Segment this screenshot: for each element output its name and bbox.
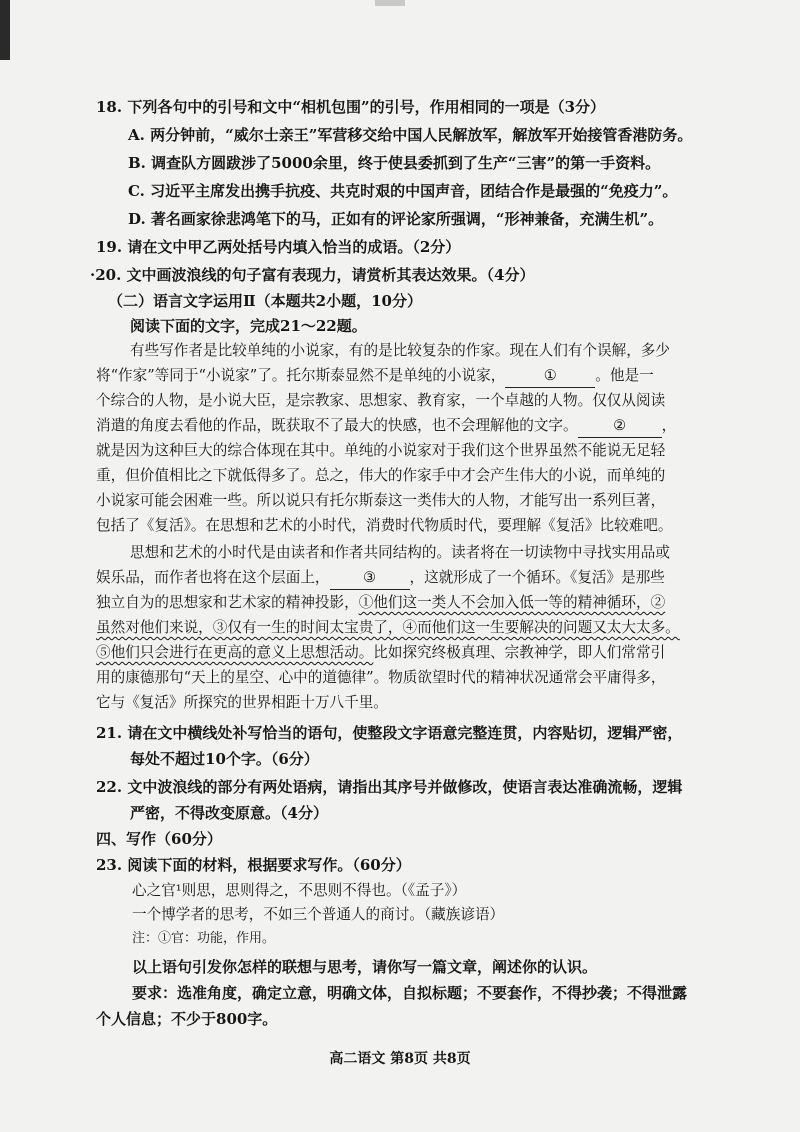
passage-segment: 娱乐品，而作者也将在这个层面上， <box>96 569 330 586</box>
q22-line: 22. 文中波浪线的部分有两处语病，请指出其序号并做修改，使语言表达准确流畅，逻辑 <box>96 778 683 796</box>
wavy-underlined-text: 虽然对他们来说，③仅有一生的时间太宝贵了，④而他们这一生要解决的问题又太大太多。 <box>96 619 680 636</box>
material-quote-1: 心之官¹则思，思则得之，不思则不得也。（《孟子》） <box>132 882 467 899</box>
q18-stem: 18. 下列各句中的引号和文中“相机包围”的引号，作用相同的一项是（3分） <box>96 98 606 116</box>
q23-stem: 23. 阅读下面的材料，根据要求写作。（60分） <box>96 856 411 874</box>
writing-requirements: 个人信息；不少于800字。 <box>96 1010 278 1028</box>
scan-top-mark <box>375 0 405 6</box>
passage-line <box>96 592 665 614</box>
answer-blank-1: ① <box>505 365 595 388</box>
passage-segment: 将“作家”等同于“小说家”了。托尔斯泰显然不是单纯的小说家， <box>96 367 506 384</box>
section2-instruction: 阅读下面的文字，完成21～22题。 <box>130 317 367 335</box>
passage-line: 重，但价值相比之下就低得多了。总之，伟大的作家手中才会产生伟大的小说，而单纯的 <box>96 467 666 484</box>
section2-heading: （二）语言文字运用Ⅱ（本题共2小题，10分） <box>108 292 422 310</box>
q18-option-c: C. 习近平主席发出携手抗疫、共克时艰的中国声音，团结合作是最强的“免疫力”。 <box>128 182 678 200</box>
passage-segment: ，这就形成了一个循环。《复活》是那些 <box>409 569 665 586</box>
passage-segment: 消遣的角度去看他的作品，既获取不了最大的快感，也不会理解他的文字。 <box>96 417 578 434</box>
passage-segment: 比如探究终极真理、宗教神学，即人们常常引 <box>373 644 666 661</box>
q18-option-d: D. 著名画家徐悲鸿笔下的马，正如有的评论家所强调，“形神兼备，充满生机”。 <box>128 210 664 228</box>
passage-line: 用的康德那句“天上的星空、心中的道德律”。物质欲望时代的精神状况通常会平庸得多， <box>96 669 666 686</box>
q18-option-b: B. 调查队方圆跋涉了5000余里，终于使县委抓到了生产“三害”的第一手资料。 <box>128 154 661 172</box>
q19: 19. 请在文中甲乙两处括号内填入恰当的成语。（2分） <box>96 238 461 256</box>
q22-line: 严密，不得改变原意。（4分） <box>130 804 328 822</box>
q20: ·20. 文中画波浪线的句子富有表现力，请赏析其表达效果。（4分） <box>90 266 535 284</box>
wavy-underlined-text: ①他们这一类人不会加入低一等的精神循环，② <box>358 594 666 611</box>
scan-edge-shadow <box>0 0 10 60</box>
q18-option-a: A. 两分钟前，“威尔士亲王”军营移交给中国人民解放军，解放军开始接管香港防务。 <box>128 126 693 144</box>
passage-line <box>96 642 665 664</box>
passage-line: 它与《复活》所探究的世界相距十万八千里。 <box>96 694 388 711</box>
wavy-underlined-text: ⑤他们只会进行在更高的意义上思想活动。 <box>96 644 374 661</box>
writing-prompt: 以上语句引发你怎样的联想与思考，请你写一篇文章，阐述你的认识。 <box>132 958 598 976</box>
q21-line: 21. 请在文中横线处补写恰当的语句，使整段文字语意完整连贯，内容贴切，逻辑严密， <box>96 724 683 742</box>
answer-blank-3: ③ <box>330 567 410 590</box>
passage-segment: ， <box>661 417 677 434</box>
page-footer: 高二语文 第8页 共8页 <box>329 1051 471 1067</box>
q21-line: 每处不超过10个字。（6分） <box>130 750 319 768</box>
passage-line: 有些写作者是比较单纯的小说家，有的是比较复杂的作家。现在人们有个误解，多少 <box>130 342 670 359</box>
material-quote-2: 一个博学者的思考，不如三个普通人的商讨。（藏族谚语） <box>132 906 505 923</box>
section4-heading: 四、写作（60分） <box>96 830 222 848</box>
passage-line <box>96 365 654 388</box>
passage-line <box>96 567 665 590</box>
passage-line: 小说家可能会困难一些。所以说只有托尔斯泰这一类伟大的人物，才能写出一系列巨著， <box>96 492 666 509</box>
passage-line: 就是因为这种巨大的综合体现在其中。单纯的小说家对于我们这个世界虽然不能说无足轻 <box>96 442 666 459</box>
passage-line: 思想和艺术的小时代是由读者和作者共同结构的。读者将在一切读物中寻找实用品或 <box>130 544 670 561</box>
passage-segment: 独立自为的思想家和艺术家的精神投影， <box>96 594 359 611</box>
passage-line <box>96 415 676 438</box>
passage-line: 包括了《复活》。在思想和艺术的小时代，消费时代物质时代，要理解《复活》比较难吧。 <box>96 517 673 534</box>
writing-requirements: 要求：选准角度，确定立意，明确文体，自拟标题；不要套作，不得抄袭；不得泄露 <box>132 984 688 1002</box>
answer-blank-2: ② <box>578 415 662 438</box>
passage-line: 个综合的人物，是小说大臣，是宗教家、思想家、教育家，一个卓越的人物。仅仅从阅读 <box>96 392 666 409</box>
passage-segment: 。他是一 <box>595 367 654 384</box>
material-note: 注：①官：功能，作用。 <box>132 931 276 946</box>
